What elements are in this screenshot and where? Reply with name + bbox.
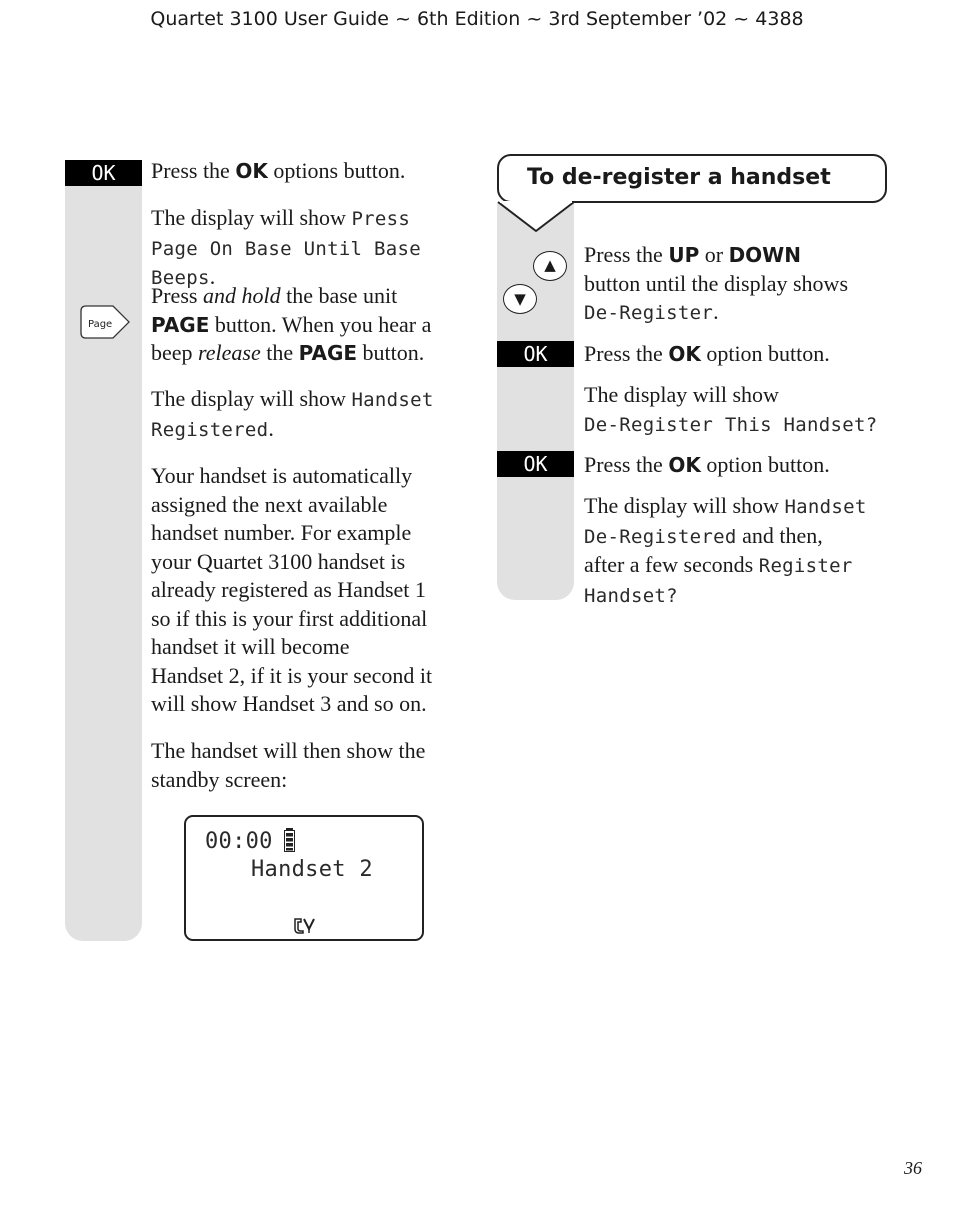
handset-display-standby: [184, 815, 424, 941]
right-step-press-ok-2: Press the OK option button.: [584, 452, 830, 477]
page-button-label: Page: [88, 319, 113, 330]
ok-label: OK: [668, 453, 701, 477]
page-label: PAGE: [298, 341, 358, 365]
running-header: Quartet 3100 User Guide ~ 6th Edition ~ 3rd September ’02 ~ 4388: [150, 8, 804, 30]
left-step-hold-page: Press and hold the base unit PAGE button. When you hear a beep release the PAGE button.: [151, 283, 432, 365]
up-button-icon: ▲: [533, 251, 567, 281]
down-button-icon: ▼: [503, 284, 537, 314]
ok-button-icon: OK: [497, 341, 574, 367]
right-step-press-ok-1: Press the OK option button.: [584, 341, 830, 366]
ok-label: OK: [668, 342, 701, 366]
section-title-box: [497, 154, 887, 203]
left-step-display-registered: The display will show Handset Registered.: [151, 386, 434, 441]
right-step-up-down: Press the UP or DOWN button until the display shows De-Register.: [584, 242, 848, 324]
page-button-icon: [79, 303, 133, 341]
page-number: 36: [904, 1158, 922, 1178]
left-grey-strip: [65, 160, 142, 941]
handset-symbol-icon: [293, 916, 317, 934]
right-step-display-deregistered: The display will show Handset De-Registered and then, after a few seconds Register Handset?: [584, 493, 867, 607]
title-callout-pointer: [497, 201, 577, 233]
page-label: PAGE: [151, 312, 210, 337]
ok-button-icon: OK: [65, 160, 142, 186]
left-step-display-press-page: The display will show Press Page On Base Until Base Beeps.: [151, 205, 421, 289]
display-time: 00:00: [205, 829, 273, 854]
left-step-auto-assign: Your handset is automatically assigned the next available handset number. For example your Quartet 3100 handset is already registered as Handset 1 so if this is your first additional handset it will become Handset 2, if it is your second it will show Handset 3 and so on.: [151, 463, 433, 716]
left-step-standby: The handset will then show the standby screen:: [151, 738, 426, 792]
left-step-press-ok: Press the OK options button.: [151, 158, 406, 183]
up-label: UP: [668, 243, 700, 267]
right-step-display-confirm: The display will show De-Register This Handset?: [584, 382, 878, 436]
ok-label: OK: [235, 159, 268, 183]
display-handset-number: Handset 2: [251, 857, 373, 882]
ok-button-icon: OK: [497, 451, 574, 477]
battery-icon: [284, 828, 295, 852]
down-label: DOWN: [728, 243, 801, 267]
section-title: To de-register a handset: [527, 165, 831, 190]
